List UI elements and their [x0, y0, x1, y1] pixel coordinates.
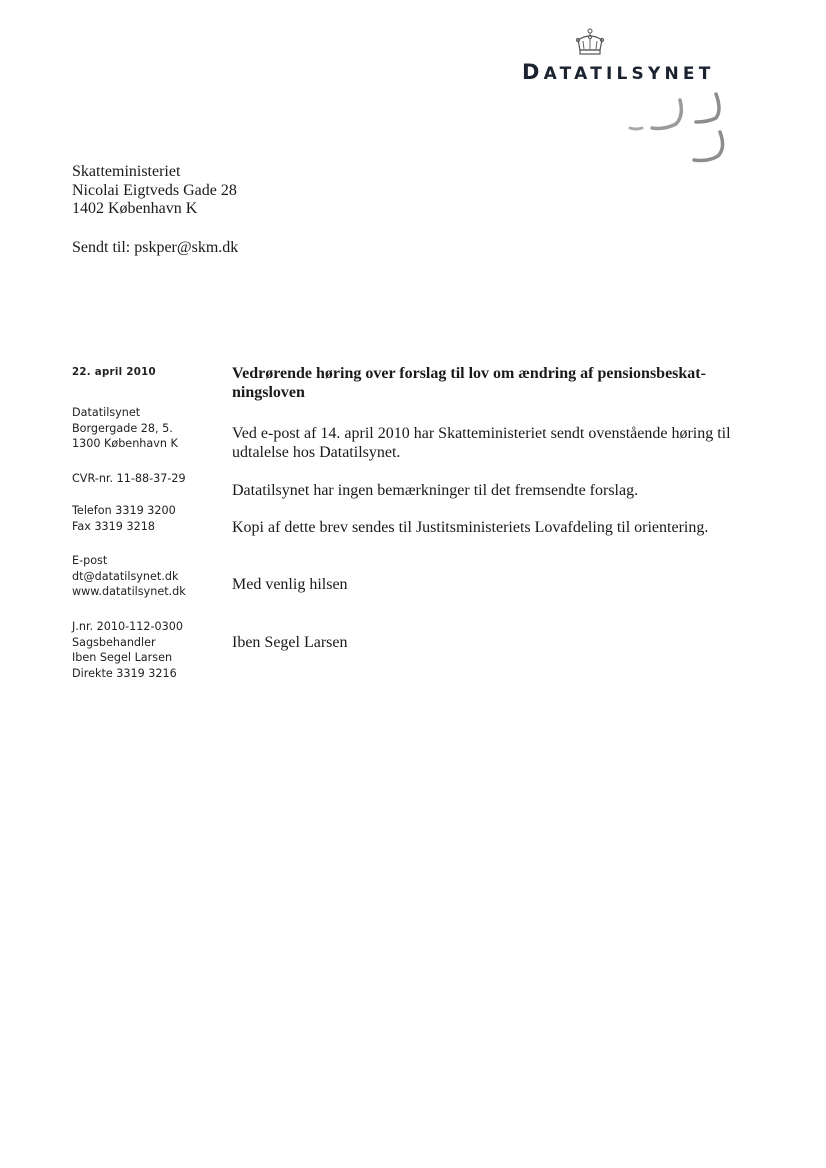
paragraph-1-line-1: Ved e-post af 14. april 2010 har Skatteministeriet sendt ovenstående høring til	[232, 425, 731, 442]
paragraph-1	[232, 424, 772, 462]
letter-subject	[232, 364, 772, 402]
contact-phones	[72, 503, 222, 534]
cvr-number: CVR-nr. 11-88-37-29	[72, 472, 186, 485]
recipient-city: 1402 København K	[72, 200, 198, 217]
signature-name: Iben Segel Larsen	[232, 634, 348, 651]
case-handler-name: Iben Segel Larsen	[72, 651, 173, 665]
case-handler-label: Sagsbehandler	[72, 635, 156, 649]
subject-line-2: ningsloven	[232, 384, 305, 401]
sent-to-line: Sendt til: pskper@skm.dk	[72, 239, 239, 256]
logo-text: ATATILSYNET	[543, 64, 715, 84]
case-number: J.nr. 2010-112-0300	[72, 620, 183, 633]
sender-name: Datatilsynet	[72, 406, 141, 419]
sender-city: 1300 København K	[72, 437, 178, 451]
paragraph-1-line-2: udtalelse hos Datatilsynet.	[232, 444, 401, 461]
direct-phone: Direkte 3319 3216	[72, 666, 177, 680]
fax-number: Fax 3319 3218	[72, 519, 155, 533]
recipient-address	[72, 163, 472, 219]
email-address: dt@datatilsynet.dk	[72, 569, 179, 583]
logo-initial: D	[522, 60, 544, 84]
online-contact	[72, 553, 222, 600]
phone-number: Telefon 3319 3200	[72, 504, 176, 517]
handwritten-marks-icon	[624, 88, 734, 176]
letter-date: 22. april 2010	[72, 367, 156, 378]
sender-address	[72, 405, 222, 452]
closing-greeting: Med venlig hilsen	[232, 576, 348, 593]
case-info	[72, 619, 222, 681]
paragraph-2: Datatilsynet har ingen bemærkninger til det fremsendte forslag.	[232, 482, 639, 499]
recipient-street: Nicolai Eigtveds Gade 28	[72, 181, 237, 199]
crown-icon	[574, 28, 606, 58]
paragraph-3: Kopi af dette brev sendes til Justitsministeriets Lovafdeling til orientering.	[232, 519, 709, 536]
sender-street: Borgergade 28, 5.	[72, 421, 173, 435]
subject-line-1: Vedrørende høring over forslag til lov om ændring af pensionsbeskat-	[232, 365, 706, 382]
recipient-name: Skatteministeriet	[72, 163, 181, 180]
email-label: E-post	[72, 554, 108, 567]
website-address: www.datatilsynet.dk	[72, 585, 186, 599]
organization-logo	[522, 60, 762, 84]
